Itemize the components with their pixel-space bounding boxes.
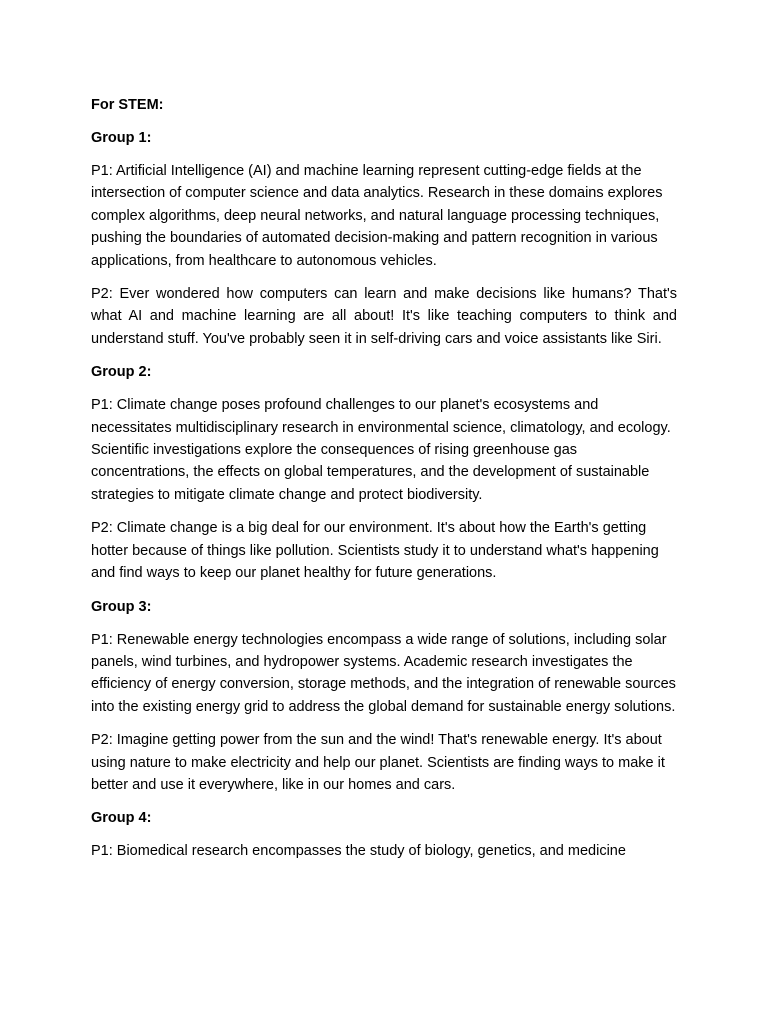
- group-1-paragraph-1: P1: Artificial Intelligence (AI) and machine learning represent cutting-edge fields at the intersection of computer science and data analytics. Research in these domains explores complex algorithms, deep neural networks, and natural language processing techniques, pushing the boundaries of automated decision-making and pattern recognition in various applications, from healthcare to autonomous vehicles.: [91, 163, 663, 269]
- group-4-heading: Group 4:: [91, 810, 152, 827]
- group-3-heading: Group 3:: [91, 598, 152, 615]
- group-2-paragraph-1: P1: Climate change poses profound challenges to our planet's ecosystems and necessitates multidisciplinary research in environmental science, climatology, and ecology. Scientific investigations explore the consequences of rising greenhouse gas concentrations, the effects on global temperatures, and the development of sustainable strategies to mitigate climate change and protect biodiversity.: [91, 397, 671, 503]
- group-1-heading: Group 1:: [91, 130, 152, 146]
- group-1-paragraph-2: P2: Ever wondered how computers can learn and make decisions like humans? That's what AI and machine learning are all about! It's like teaching computers to think and understand stuff. You've probably seen it in self-driving cars and voice assistants like Siri.: [91, 286, 677, 347]
- document-title: For STEM:: [91, 97, 164, 113]
- group-2-paragraph-2: P2: Climate change is a big deal for our environment. It's about how the Earth's getting hotter because of things like pollution. Scientists study it to understand what's happening and find ways to keep our planet healthy for future generations.: [91, 520, 659, 582]
- group-3-paragraph-1: P1: Renewable energy technologies encompass a wide range of solutions, including solar panels, wind turbines, and hydropower systems. Academic research investigates the efficiency of energy conversion, storage methods, and the integration of renewable sources into the existing energy grid to address the global demand for sustainable energy solutions.: [91, 631, 676, 715]
- group-4-paragraph-1: P1: Biomedical research encompasses the study of biology, genetics, and medicine: [91, 843, 626, 860]
- document-page: [91, 94, 677, 874]
- group-3-paragraph-2: P2: Imagine getting power from the sun and the wind! That's renewable energy. It's about using nature to make electricity and help our planet. Scientists are finding ways to make it better and use it everywhere, like in our homes and cars.: [91, 732, 665, 793]
- group-2-heading: Group 2:: [91, 364, 152, 381]
